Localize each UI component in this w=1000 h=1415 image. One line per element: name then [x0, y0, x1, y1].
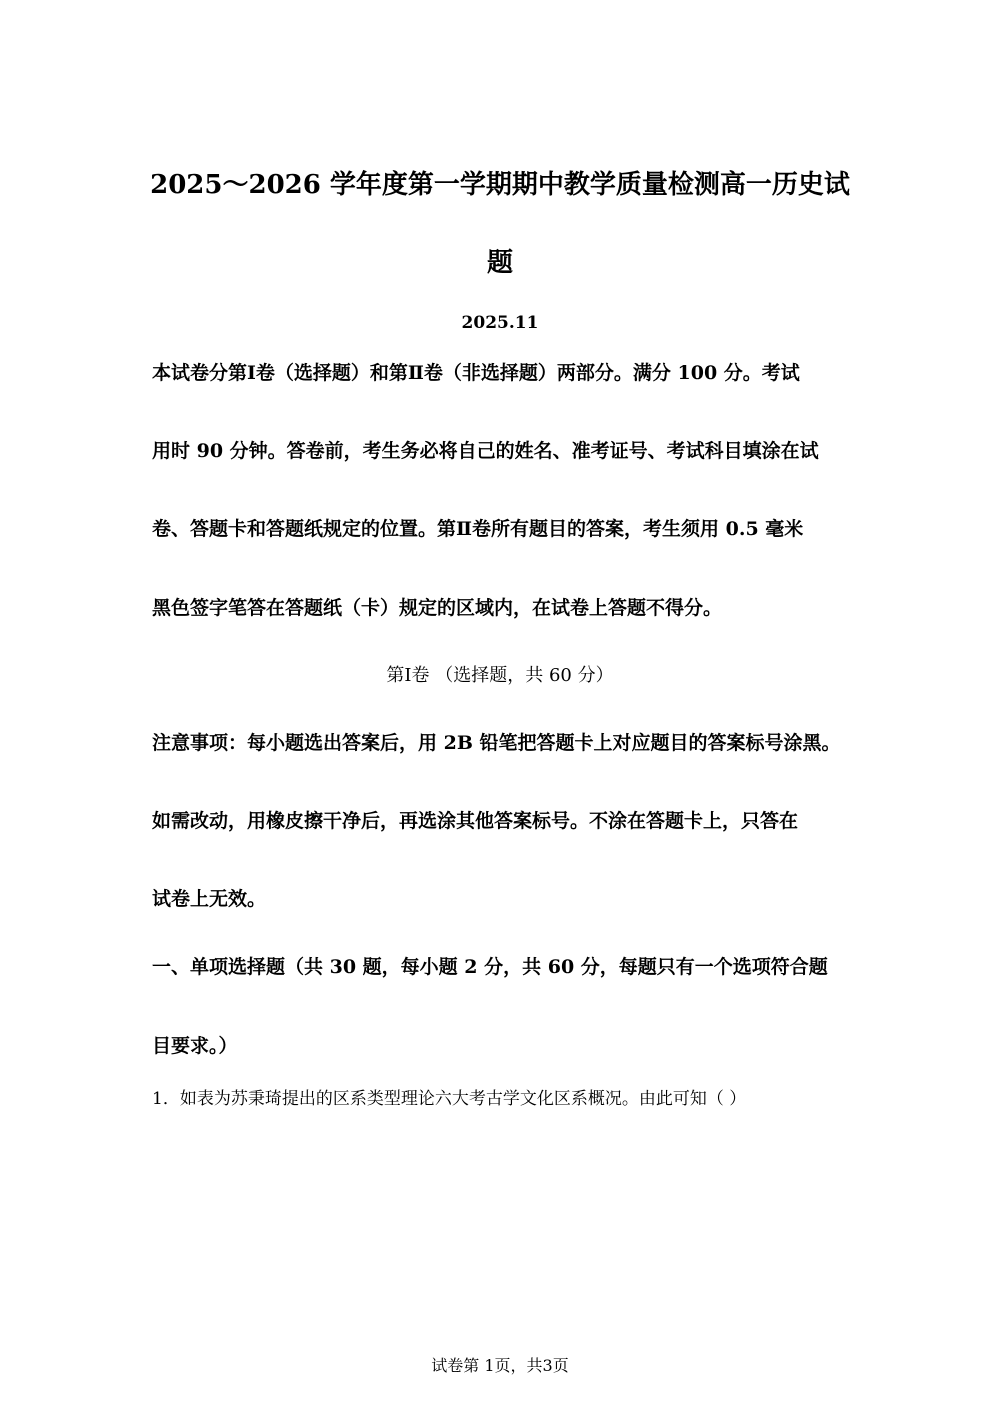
part-heading-line-1: 一、单项选择题（共 30 题，每小题 2 分，共 60 分，每题只有一个选项符合题 — [152, 956, 828, 978]
instruction-line-3: 卷、答题卡和答题纸规定的位置。第Ⅱ卷所有题目的答案，考生须用 0.5 毫米 — [152, 518, 804, 540]
instruction-line-4: 黑色签字笔答在答题纸（卡）规定的区域内，在试卷上答题不得分。 — [152, 597, 723, 619]
page-footer: 试卷第 1页，共3页 — [431, 1356, 569, 1375]
instruction-line-1: 本试卷分第Ⅰ卷（选择题）和第Ⅱ卷（非选择题）两部分。满分 100 分。考试 — [152, 362, 800, 384]
exam-date: 2025.11 — [461, 313, 539, 333]
notice-line-1: 注意事项：每小题选出答案后，用 2B 铅笔把答题卡上对应题目的答案标号涂黑。 — [152, 732, 841, 754]
notice-line-2: 如需改动，用橡皮擦干净后，再选涂其他答案标号。不涂在答题卡上，只答在 — [152, 810, 799, 832]
exam-title-line-2: 题 — [486, 248, 513, 278]
exam-title-line-1: 2025～2026 学年度第一学期期中教学质量检测高一历史试 — [150, 170, 850, 200]
notice-line-3: 试卷上无效。 — [152, 888, 267, 910]
section-heading: 第Ⅰ卷 （选择题，共 60 分） — [386, 665, 614, 686]
question-1: 1．如表为苏秉琦提出的区系类型理论六大考古学文化区系概况。由此可知（ ） — [152, 1089, 747, 1109]
part-heading-line-2: 目要求。） — [152, 1035, 238, 1057]
instruction-line-2: 用时 90 分钟。答卷前，考生务必将自己的姓名、准考证号、考试科目填涂在试 — [152, 440, 819, 462]
